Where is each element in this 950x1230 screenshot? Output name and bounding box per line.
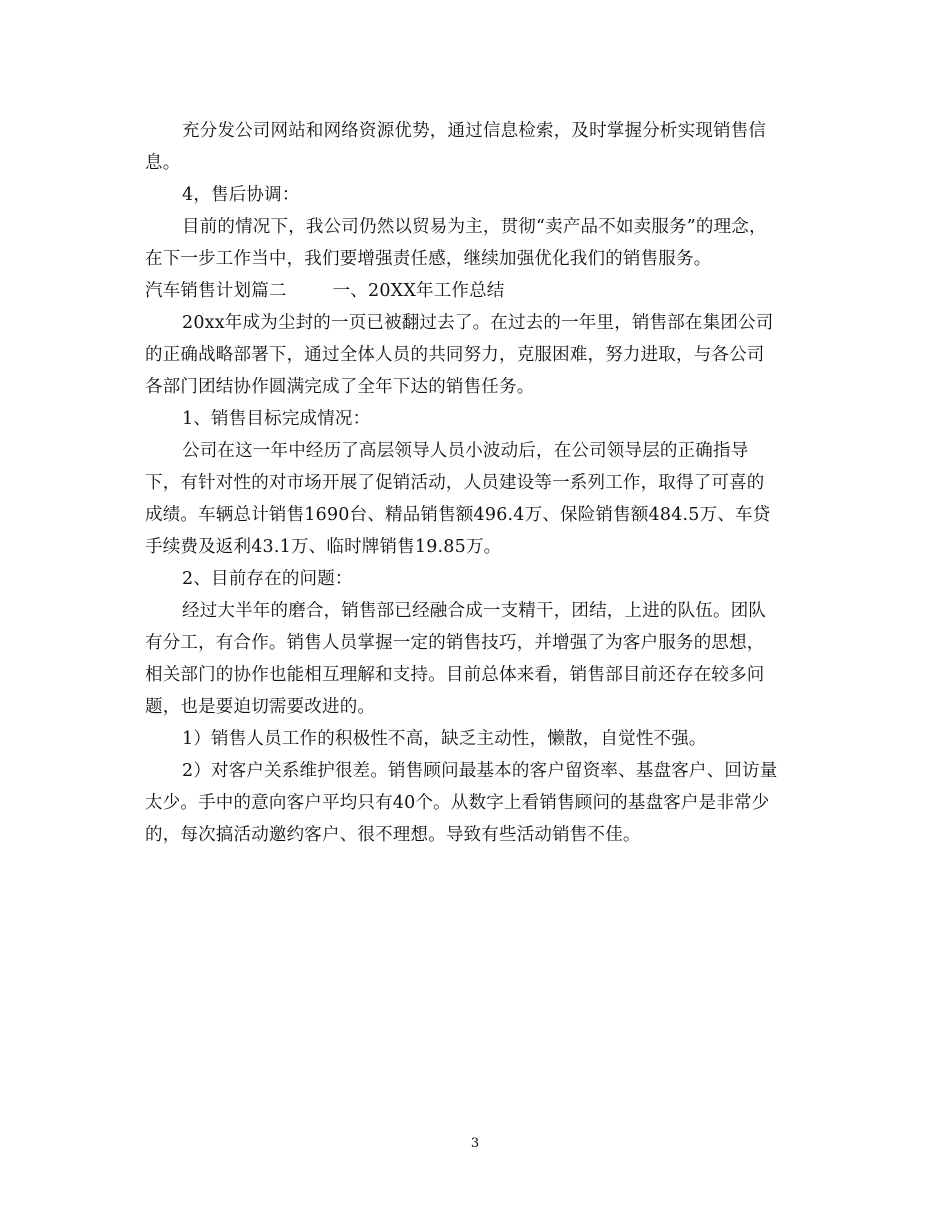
paragraph-line: 太少。手中的意向客户平均只有40个。从数字上看销售顾问的基盘客户是非常少 bbox=[145, 793, 770, 813]
section-heading: 1、销售目标完成情况： bbox=[182, 409, 371, 429]
article-title: 汽车销售计划篇二 bbox=[145, 281, 287, 301]
section-heading: 一、20XX年工作总结 bbox=[332, 281, 505, 301]
paragraph-line: 20xx年成为尘封的一页已被翻过去了。在过去的一年里，销售部在集团公司 bbox=[182, 313, 774, 333]
paragraph-line: 息。 bbox=[145, 153, 181, 173]
document-body bbox=[145, 115, 805, 851]
paragraph-line: 成绩。车辆总计销售1690台、精品销售额496.4万、保险销售额484.5万、车贷 bbox=[145, 505, 771, 525]
title-line bbox=[145, 275, 805, 307]
section-heading: 4，售后协调： bbox=[182, 185, 300, 205]
list-item: 2）对客户关系维护很差。销售顾问最基本的客户留资率、基盘客户、回访量 bbox=[182, 761, 778, 781]
paragraph-line: 的，每次搞活动邀约客户、很不理想。导致有些活动销售不佳。 bbox=[145, 825, 641, 845]
paragraph-line: 目前的情况下，我公司仍然以贸易为主，贯彻“卖产品不如卖服务”的理念， bbox=[182, 217, 767, 237]
paragraph-line: 的正确战略部署下，通过全体人员的共同努力，克服困难，努力进取，与各公司 bbox=[145, 345, 765, 365]
list-item: 1）销售人员工作的积极性不高，缺乏主动性，懒散，自觉性不强。 bbox=[182, 729, 707, 749]
paragraph-line: 各部门团结协作圆满完成了全年下达的销售任务。 bbox=[145, 377, 535, 397]
page-number: 3 bbox=[470, 1136, 480, 1151]
paragraph-line: 有分工，有合作。销售人员掌握一定的销售技巧，并增强了为客户服务的思想， bbox=[145, 633, 765, 653]
paragraph-line: 手续费及返利43.1万、临时牌销售19.85万。 bbox=[145, 537, 502, 557]
paragraph-line: 经过大半年的磨合，销售部已经融合成一支精干，团结，上进的队伍。团队 bbox=[182, 601, 767, 621]
paragraph-line: 题，也是要迫切需要改进的。 bbox=[145, 697, 376, 717]
paragraph-line: 公司在这一年中经历了高层领导人员小波动后，在公司领导层的正确指导 bbox=[182, 441, 749, 461]
paragraph-line: 下，有针对性的对市场开展了促销活动，人员建设等一系列工作，取得了可喜的 bbox=[145, 473, 765, 493]
paragraph-line: 在下一步工作当中，我们要增强责任感，继续加强优化我们的销售服务。 bbox=[145, 249, 712, 269]
paragraph-line: 相关部门的协作也能相互理解和支持。目前总体来看，销售部目前还存在较多问 bbox=[145, 665, 765, 685]
section-heading: 2、目前存在的问题： bbox=[182, 569, 353, 589]
paragraph-line: 充分发公司网站和网络资源优势，通过信息检索，及时掌握分析实现销售信 bbox=[182, 121, 767, 141]
